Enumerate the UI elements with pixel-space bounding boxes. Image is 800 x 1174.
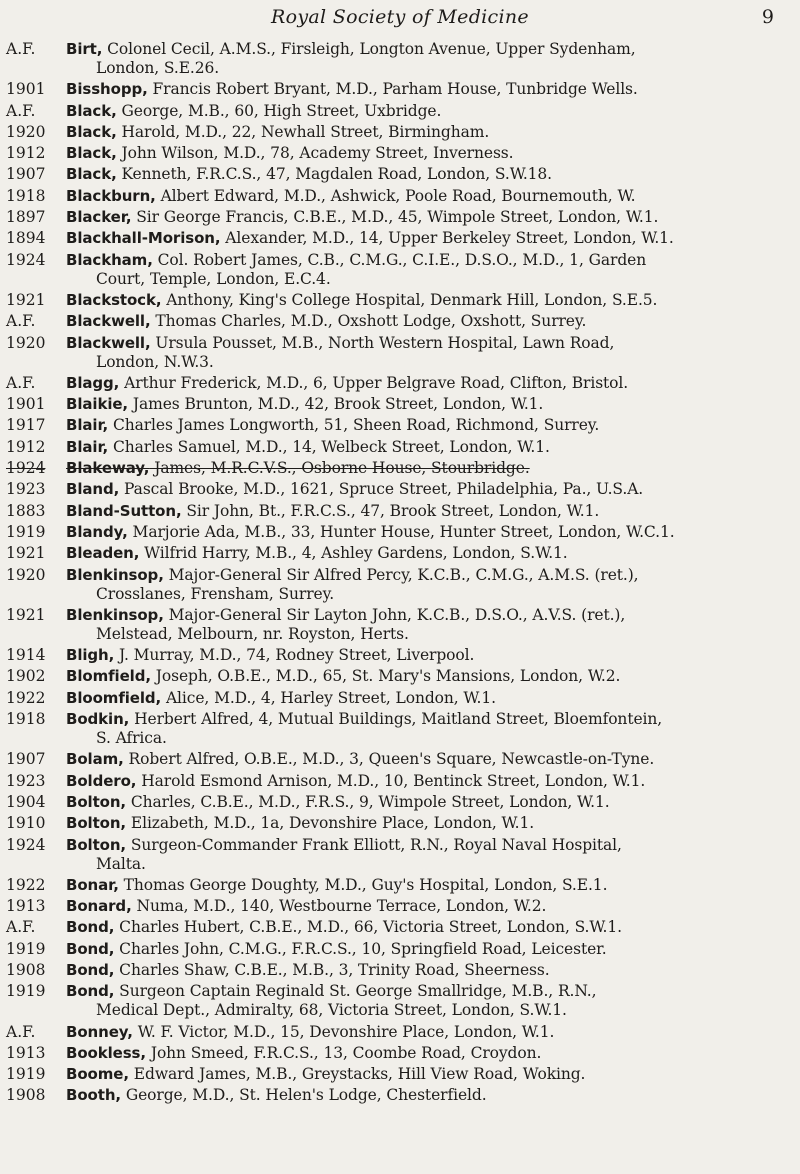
member-name: Bonney, [66,1022,133,1041]
entry-year: 1921 [6,290,46,309]
member-details: Charles, C.B.E., M.D., F.R.S., 9, Wimpole Street, London, W.1. [126,792,610,811]
member-name: Bond, [66,960,115,979]
member-entry [0,940,800,959]
member-entry [0,961,800,980]
member-name: Bond, [66,918,115,937]
entry-text [66,480,792,499]
member-name: Bolton, [66,835,127,854]
member-entry [0,667,800,686]
member-name: Black, [66,144,117,163]
entry-text [66,80,792,99]
entry-text [66,667,792,686]
member-name: Blandy, [66,522,128,541]
entry-year: 1912 [6,437,46,456]
entry-year: 1923 [6,771,46,790]
entry-year: A.F. [6,1022,36,1041]
member-name: Birt, [66,40,103,58]
entry-text [66,772,792,791]
member-name: Blackwell, [66,333,151,352]
entry-year: 1901 [6,395,46,414]
entry-text [66,710,792,748]
member-entry [0,897,800,916]
member-entry [0,416,800,435]
member-details: Surgeon-Commander Frank Elliott, R.N., Royal Naval Hospital, Malta. [96,835,622,873]
entry-text [66,334,792,372]
member-entry [0,229,800,248]
entry-year: 1894 [6,229,46,248]
entry-text [66,1023,792,1042]
entry-year: 1902 [6,667,46,686]
entry-text [66,291,792,310]
entry-year: 1923 [6,480,46,499]
member-entry [0,814,800,833]
entry-text [66,144,792,163]
entry-text [66,395,792,414]
member-name: Blacker, [66,208,132,227]
member-name: Blackburn, [66,186,156,205]
entry-text [66,40,792,78]
member-entry [0,502,800,521]
entry-year: 1917 [6,416,46,435]
member-details: Thomas Charles, M.D., Oxshott Lodge, Oxshott, Surrey. [150,312,587,331]
member-name: Blackhall-Morison, [66,229,221,248]
entry-year: 1914 [6,646,46,665]
entry-year: 1897 [6,208,46,227]
entry-year: A.F. [6,373,36,392]
entry-year: A.F. [6,40,36,58]
member-entry [0,312,800,331]
entry-year: 1920 [6,333,46,352]
entry-year: 1901 [6,80,46,99]
member-name: Bligh, [66,646,115,665]
member-details: Albert Edward, M.D., Ashwick, Poole Road, Bournemouth, W. [155,186,636,205]
entry-year: 1918 [6,710,46,729]
entry-year: 1924 [6,250,46,269]
member-name: Bloomfield, [66,688,162,707]
entry-year: 1919 [6,982,46,1001]
entry-text [66,502,792,521]
member-details: Sir George Francis, C.B.E., M.D., 45, Wimpole Street, London, W.1. [131,208,659,227]
entry-year: 1883 [6,501,46,520]
entry-year: 1919 [6,1065,46,1084]
entry-text [66,438,792,457]
member-entry [0,772,800,791]
entry-text [66,814,792,833]
member-name: Bonar, [66,875,119,894]
entry-year: 1921 [6,605,46,624]
entry-year: 1910 [6,814,46,833]
entry-text [66,229,792,248]
member-name: Blackwell, [66,312,151,331]
member-name: Bland, [66,480,120,499]
member-name: Blair, [66,416,109,435]
member-entry [0,334,800,372]
entry-text [66,459,792,478]
member-name: Bond, [66,939,115,958]
member-details: Charles Samuel, M.D., 14, Welbeck Street, London, W.1. [108,437,550,456]
member-details: Harold Esmond Arnison, M.D., 10, Bentinck Street, London, W.1. [136,771,646,790]
entry-year: A.F. [6,918,36,937]
member-entry [0,836,800,874]
member-details: Kenneth, F.R.C.S., 47, Magdalen Road, London, S.W.18. [116,165,553,184]
entry-text [66,1044,792,1063]
member-entry [0,374,800,393]
member-name: Black, [66,165,117,184]
member-name: Blakeway, [66,459,150,478]
member-details: Elizabeth, M.D., 1a, Devonshire Place, London, W.1. [126,814,535,833]
entry-text [66,416,792,435]
member-name: Blair, [66,437,109,456]
member-entry [0,459,800,478]
member-details: Harold, M.D., 22, Newhall Street, Birmingham. [116,122,490,141]
member-name: Bodkin, [66,710,130,729]
entry-text [66,374,792,393]
member-details: Herbert Alfred, 4, Mutual Buildings, Maitland Street, Bloemfontein, S. Africa. [96,710,663,748]
member-details: Charles James Longworth, 51, Sheen Road, Richmond, Surrey. [108,416,600,435]
member-details: George, M.D., St. Helen's Lodge, Chesterfield. [121,1086,487,1105]
member-entry [0,1023,800,1042]
entry-text [66,123,792,142]
member-name: Blenkinsop, [66,565,164,584]
member-details: Thomas George Doughty, M.D., Guy's Hospital, London, S.E.1. [118,875,608,894]
entry-year: 1919 [6,522,46,541]
member-details: John Smeed, F.R.C.S., 13, Coombe Road, Croydon. [146,1043,542,1062]
member-entry [0,251,800,289]
entry-year: 1907 [6,750,46,769]
member-details: Arthur Frederick, M.D., 6, Upper Belgrave Road, Clifton, Bristol. [119,373,629,392]
member-details: George, M.B., 60, High Street, Uxbridge. [116,101,442,120]
member-details: Charles Shaw, C.B.E., M.B., 3, Trinity Road, Sheerness. [114,960,550,979]
entry-text [66,646,792,665]
member-details: J. Murray, M.D., 74, Rodney Street, Liverpool. [114,646,475,665]
member-details: James Brunton, M.D., 42, Brook Street, London, W.1. [128,395,544,414]
member-entry [0,123,800,142]
member-name: Bolam, [66,750,124,769]
member-details: Numa, M.D., 140, Westbourne Terrace, London, W.2. [131,897,547,916]
entry-year: 1922 [6,688,46,707]
entry-text [66,982,792,1020]
entry-text [66,251,792,289]
entry-text [66,750,792,769]
entry-text [66,876,792,895]
member-name: Bolton, [66,814,127,833]
entry-text [66,793,792,812]
entry-text [66,165,792,184]
entry-year: A.F. [6,101,36,120]
entry-year: 1908 [6,960,46,979]
member-entry [0,918,800,937]
member-entry [0,40,800,78]
member-details: W. F. Victor, M.D., 15, Devonshire Place, London, W.1. [132,1022,555,1041]
member-details: Charles John, C.M.G., F.R.C.S., 10, Springfield Road, Leicester. [114,939,607,958]
member-details: Major-General Sir Layton John, K.C.B., D.S.O., A.V.S. (ret.), Melstead, Melbourn, nr. Royston, Herts. [96,605,626,643]
member-details: Col. Robert James, C.B., C.M.G., C.I.E., D.S.O., M.D., 1, Garden Court, Temple, London, E.C.4. [96,250,647,288]
entry-year: 1907 [6,165,46,184]
member-name: Bleaden, [66,544,140,563]
member-name: Bonard, [66,897,132,916]
page-number: 9 [761,6,774,28]
member-name: Bland-Sutton, [66,501,182,520]
member-entry [0,523,800,542]
member-entry [0,144,800,163]
entry-year: 1920 [6,565,46,584]
member-name: Bond, [66,982,115,1001]
member-name: Blenkinsop, [66,605,164,624]
member-entry [0,80,800,99]
member-entry [0,710,800,748]
member-entry [0,438,800,457]
entry-text [66,187,792,206]
member-name: Bisshopp, [66,80,148,99]
member-name: Bookless, [66,1043,146,1062]
member-entry [0,165,800,184]
member-entry [0,291,800,310]
member-entry [0,750,800,769]
member-entry [0,208,800,227]
entry-text [66,208,792,227]
entry-text [66,102,792,121]
member-details: Anthony, King's College Hospital, Denmark Hill, London, S.E.5. [161,290,658,309]
entry-year: 1912 [6,144,46,163]
member-details: Pascal Brooke, M.D., 1621, Spruce Street, Philadelphia, Pa., U.S.A. [119,480,644,499]
member-entry [0,1086,800,1105]
entry-year: 1921 [6,544,46,563]
entry-text [66,544,792,563]
member-name: Black, [66,101,117,120]
member-details: James, M.R.C.V.S., Osborne House, Stourbridge. [149,459,530,478]
member-details: Surgeon Captain Reginald St. George Smallridge, M.B., R.N., Medical Dept., Admiralty, 68, Victoria Street, London, S.W.1. [96,982,597,1020]
member-details: Robert Alfred, O.B.E., M.D., 3, Queen's Square, Newcastle-on-Tyne. [123,750,655,769]
member-details: Colonel Cecil, A.M.S., Firsleigh, Longton Avenue, Upper Sydenham, London, S.E.26. [96,40,636,77]
member-entry [0,480,800,499]
entry-year: 1920 [6,122,46,141]
entry-year: 1924 [6,459,46,478]
member-entry [0,982,800,1020]
member-entry [0,1065,800,1084]
member-entry [0,876,800,895]
member-name: Blaikie, [66,395,129,414]
member-details: Joseph, O.B.E., M.D., 65, St. Mary's Mansions, London, W.2. [150,667,621,686]
member-entry [0,1044,800,1063]
member-details: Major-General Sir Alfred Percy, K.C.B., C.M.G., A.M.S. (ret.), Crosslanes, Frensham, Surrey. [96,565,639,603]
member-name: Boldero, [66,771,137,790]
entry-text [66,606,792,644]
entry-text [66,1065,792,1084]
member-entry [0,544,800,563]
member-name: Booth, [66,1086,121,1105]
entry-year: 1908 [6,1086,46,1105]
member-name: Blagg, [66,373,120,392]
member-entry [0,793,800,812]
entry-year: 1919 [6,939,46,958]
entry-year: 1904 [6,792,46,811]
member-details: Ursula Pousset, M.B., North Western Hospital, Lawn Road, London, N.W.3. [96,333,615,371]
member-details: Sir John, Bt., F.R.C.S., 47, Brook Street, London, W.1. [181,501,600,520]
entry-text [66,836,792,874]
entry-text [66,1086,792,1105]
entry-text [66,566,792,604]
member-name: Black, [66,122,117,141]
member-details: Charles Hubert, C.B.E., M.D., 66, Victoria Street, London, S.W.1. [114,918,622,937]
member-details: Wilfrid Harry, M.B., 4, Ashley Gardens, London, S.W.1. [139,544,568,563]
member-details: John Wilson, M.D., 78, Academy Street, Inverness. [116,144,514,163]
member-list [0,40,800,1108]
entry-year: A.F. [6,312,36,331]
member-name: Blackstock, [66,290,162,309]
entry-year: 1913 [6,1043,46,1062]
member-details: Marjorie Ada, M.B., 33, Hunter House, Hunter Street, London, W.C.1. [127,522,675,541]
entry-text [66,689,792,708]
member-details: Alexander, M.D., 14, Upper Berkeley Street, London, W.1. [220,229,674,248]
running-head [0,6,800,28]
entry-text [66,897,792,916]
member-details: Francis Robert Bryant, M.D., Parham House, Tunbridge Wells. [147,80,638,99]
member-details: Alice, M.D., 4, Harley Street, London, W.1. [161,688,496,707]
entry-text [66,918,792,937]
member-details: Edward James, M.B., Greystacks, Hill View Road, Woking. [128,1065,586,1084]
member-entry [0,689,800,708]
member-name: Blomfield, [66,667,151,686]
member-entry [0,395,800,414]
entry-text [66,940,792,959]
entry-text [66,961,792,980]
member-entry [0,102,800,121]
entry-year: 1924 [6,835,46,854]
member-entry [0,566,800,604]
entry-year: 1918 [6,186,46,205]
member-entry [0,187,800,206]
entry-year: 1913 [6,897,46,916]
member-name: Bolton, [66,792,127,811]
entry-text [66,523,792,542]
member-entry [0,646,800,665]
entry-text [66,312,792,331]
member-name: Boome, [66,1065,129,1084]
member-name: Blackham, [66,250,153,269]
entry-year: 1922 [6,875,46,894]
running-title: Royal Society of Medicine [271,6,529,28]
member-entry [0,606,800,644]
